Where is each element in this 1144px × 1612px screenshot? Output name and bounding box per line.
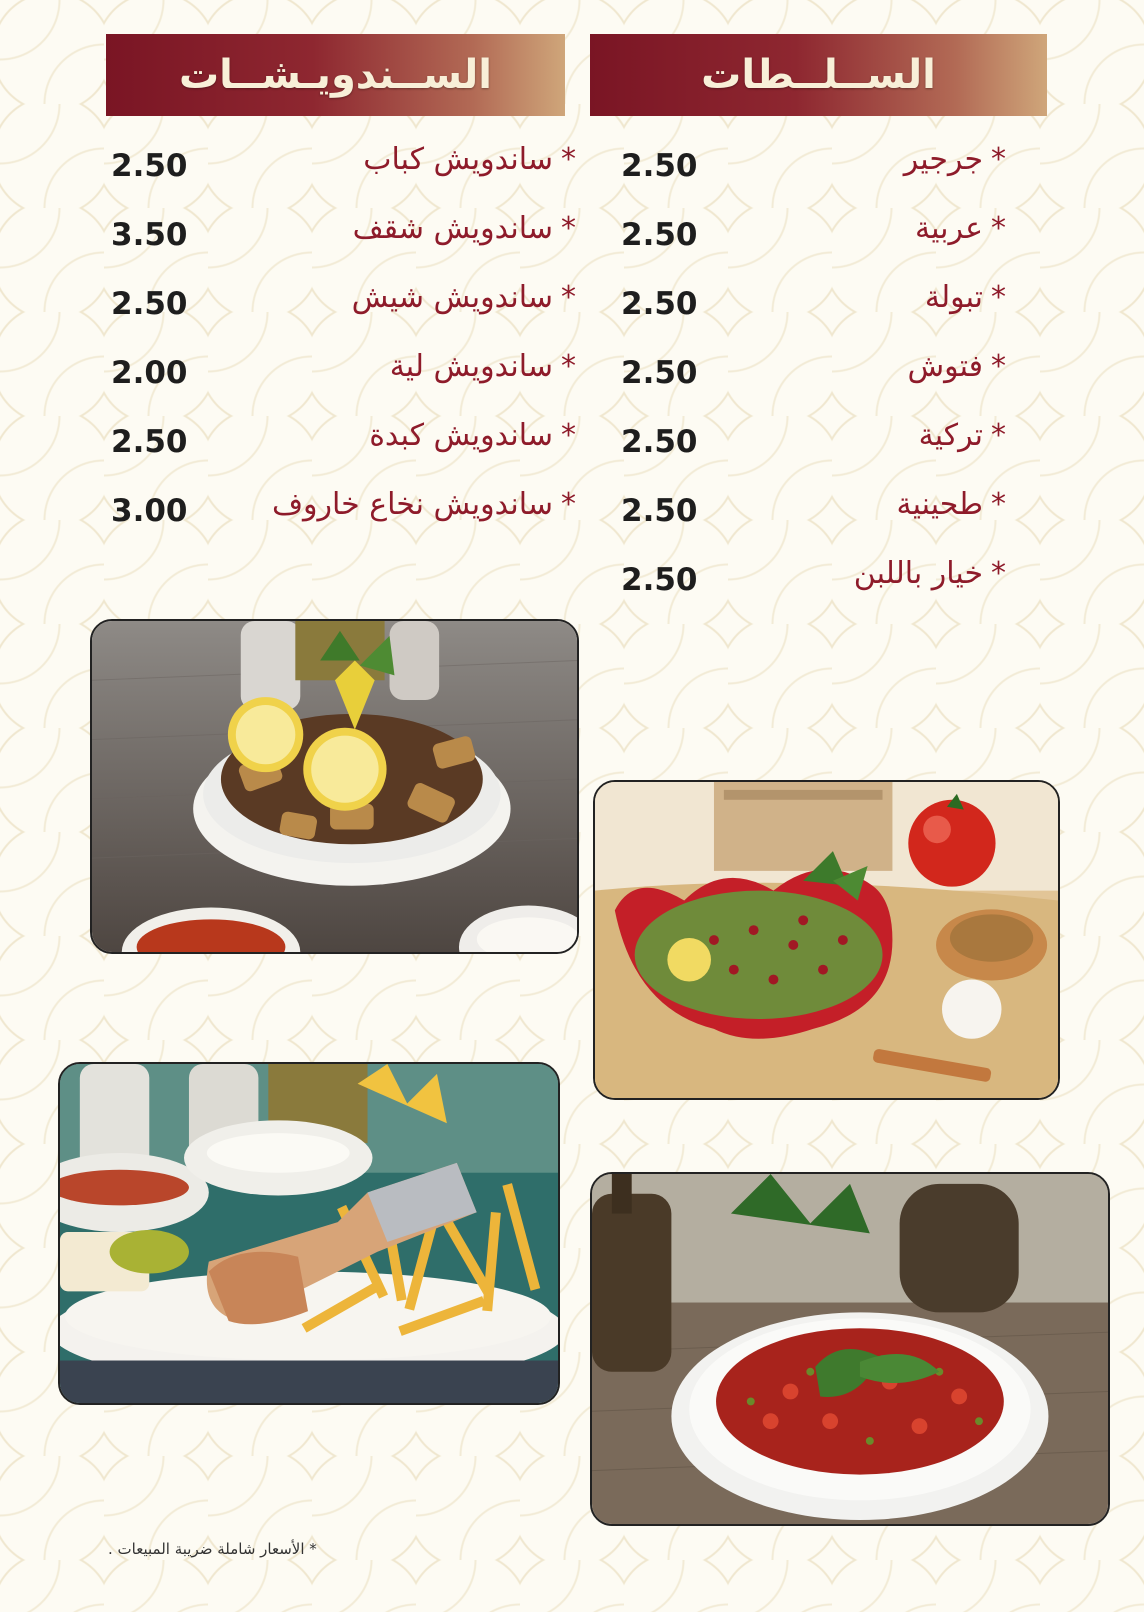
item-label: طحينية (896, 487, 983, 522)
menu-item (616, 550, 1006, 619)
item-label: عربية (915, 211, 983, 246)
item-price: 2.50 (621, 217, 698, 253)
bullet: * (561, 487, 576, 522)
menu-item (616, 481, 1006, 550)
item-price: 3.00 (111, 493, 188, 529)
bullet: * (561, 349, 576, 384)
item-name (925, 280, 1006, 315)
bullet: * (991, 418, 1006, 453)
menu-item (106, 343, 576, 412)
menu-item (106, 274, 576, 343)
item-name (272, 487, 576, 522)
item-name (904, 142, 1006, 177)
item-name (352, 280, 576, 315)
item-price: 2.50 (621, 493, 698, 529)
menu-item (616, 274, 1006, 343)
menu-item (616, 412, 1006, 481)
item-label: ساندويش لية (389, 349, 553, 384)
item-label: خيار باللبن (853, 556, 983, 591)
item-label: فتوش (907, 349, 983, 384)
item-price: 2.50 (111, 286, 188, 322)
item-label: ساندويش شيش (351, 280, 553, 315)
item-label: ساندويش نخاع خاروف (271, 487, 553, 522)
item-price: 2.50 (621, 286, 698, 322)
item-price: 2.50 (111, 148, 188, 184)
item-name (390, 349, 576, 384)
bullet: * (561, 280, 576, 315)
bullet: * (991, 142, 1006, 177)
bullet: * (991, 280, 1006, 315)
item-name (854, 556, 1006, 591)
menu-item (106, 205, 576, 274)
menu-item (616, 136, 1006, 205)
item-label: جرجير (903, 142, 983, 177)
tax-footnote: * الأسعار شاملة ضريبة المبيعات . (108, 1540, 317, 1558)
item-name (915, 211, 1006, 246)
bullet: * (561, 211, 576, 246)
item-name (363, 142, 576, 177)
item-name (369, 418, 576, 453)
item-price: 3.50 (111, 217, 188, 253)
tabbouleh-photo (593, 780, 1060, 1100)
menu-item (106, 412, 576, 481)
sandwiches-list (106, 136, 576, 550)
item-name (907, 349, 1006, 384)
sandwiches-title: الســندويـشــات (178, 52, 493, 98)
item-label: ساندويش كباب (363, 142, 553, 177)
item-price: 2.50 (621, 148, 698, 184)
sandwiches-header-banner (106, 34, 565, 116)
bullet: * (991, 556, 1006, 591)
item-name (353, 211, 576, 246)
bullet: * (991, 211, 1006, 246)
item-name (919, 418, 1006, 453)
salad-dip-photo (590, 1172, 1110, 1526)
menu-item (106, 136, 576, 205)
bullet: * (561, 418, 576, 453)
item-price: 2.50 (621, 355, 698, 391)
bullet: * (561, 142, 576, 177)
item-label: ساندويش شقف (352, 211, 553, 246)
item-label: تبولة (924, 280, 983, 315)
bullet: * (991, 487, 1006, 522)
item-price: 2.50 (621, 424, 698, 460)
salads-list (616, 136, 1006, 619)
menu-item (616, 205, 1006, 274)
menu-item (616, 343, 1006, 412)
shawarma-photo (58, 1062, 560, 1405)
item-price: 2.00 (111, 355, 188, 391)
item-price: 2.50 (621, 562, 698, 598)
bullet: * (991, 349, 1006, 384)
item-price: 2.50 (111, 424, 188, 460)
item-label: تركية (918, 418, 983, 453)
fattoush-photo (90, 619, 579, 954)
salads-title: الســلــطات (701, 52, 936, 98)
item-label: ساندويش كبدة (369, 418, 553, 453)
menu-item (106, 481, 576, 550)
salads-header-banner (590, 34, 1047, 116)
item-name (897, 487, 1006, 522)
